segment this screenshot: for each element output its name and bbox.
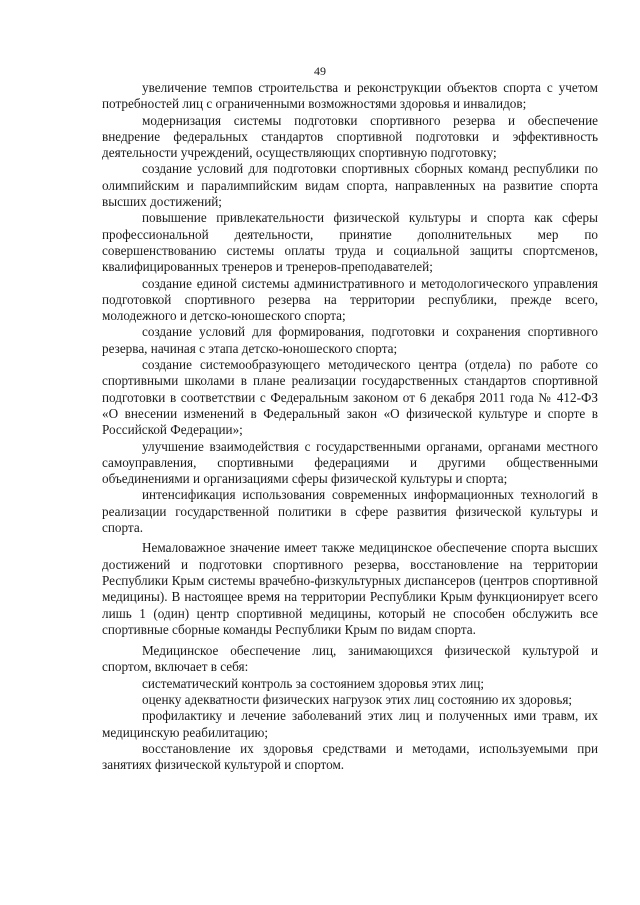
paragraph-8: улучшение взаимодействия с государственными органами, органами местного самоуправления, спортивными федерациями и другими общественными объединениями и организациями сферы физической культуры и спорта; [102, 438, 598, 487]
paragraph-11: Медицинское обеспечение лиц, занимающихся физической культурой и спортом, включает в себя: [102, 643, 598, 675]
paragraph-3: создание условий для подготовки спортивных сборных команд республики по олимпийским и паралимпийским видам спорта, направленных на развитие спорта высших достижений; [102, 161, 598, 210]
paragraph-2: модернизация системы подготовки спортивного резерва и обеспечение внедрение федеральных стандартов спортивной подготовки и эффективность деятельности учреждений, осуществляющих спортивную подготовку; [102, 112, 598, 161]
list-item-1: систематический контроль за состоянием здоровья этих лиц; [142, 675, 485, 691]
body-text [102, 80, 598, 773]
paragraph-9: интенсификация использования современных информационных технологий в реализации государственной политики в сфере развития физической культуры и спорта. [102, 487, 598, 536]
list-item-2: оценку адекватности физических нагрузок этих лиц состоянию их здоровья; [142, 691, 573, 707]
paragraph-1: увеличение темпов строительства и реконструкции объектов спорта с учетом потребностей лиц с ограниченными возможностями здоровья и инвалидов; [102, 80, 598, 112]
paragraph-7: создание системообразующего методического центра (отдела) по работе со спортивными школами в плане реализации государственных стандартов спортивной подготовки в соответствии с Федеральным законом от 6 декабря 2011 года № 412-ФЗ «О внесении изменений в Федеральный закон «О физической культуре и спорте в Российской Федерации»; [102, 357, 598, 438]
paragraph-5: создание единой системы административного и методологического управления подготовкой спортивного резерва на территории республики, прежде всего, молодежного и детско-юношеского спорта; [102, 275, 598, 324]
paragraph-10: Немаловажное значение имеет также медицинское обеспечение спорта высших достижений и подготовки спортивного резерва, восстановление на территории Республики Крым системы врачебно-физкультурных диспансеров (центров спортивной медицины). В настоящее время на территории Республики Крым функционирует всего лишь 1 (один) центр спортивной медицины, который не способен обслужить все спортивные сборные команды Республики Крым по видам спорта. [102, 540, 598, 637]
list-item-4: восстановление их здоровья средствами и методами, используемыми при занятиях физической культурой и спортом. [102, 740, 598, 773]
page-number: 49 [314, 64, 326, 78]
paragraph-4: повышение привлекательности физической культуры и спорта как сферы профессиональной деятельности, принятие дополнительных мер по совершенствованию системы оплаты труда и социальной защиты спортсменов, квалифицированных тренеров и тренеров-преподавателей; [102, 210, 598, 275]
list-item-3: профилактику и лечение заболеваний этих лиц и полученных ими травм, их медицинскую реабилитацию; [102, 708, 598, 740]
paragraph-6: создание условий для формирования, подготовки и сохранения спортивного резерва, начиная с этапа детско-юношеского спорта; [102, 324, 598, 356]
